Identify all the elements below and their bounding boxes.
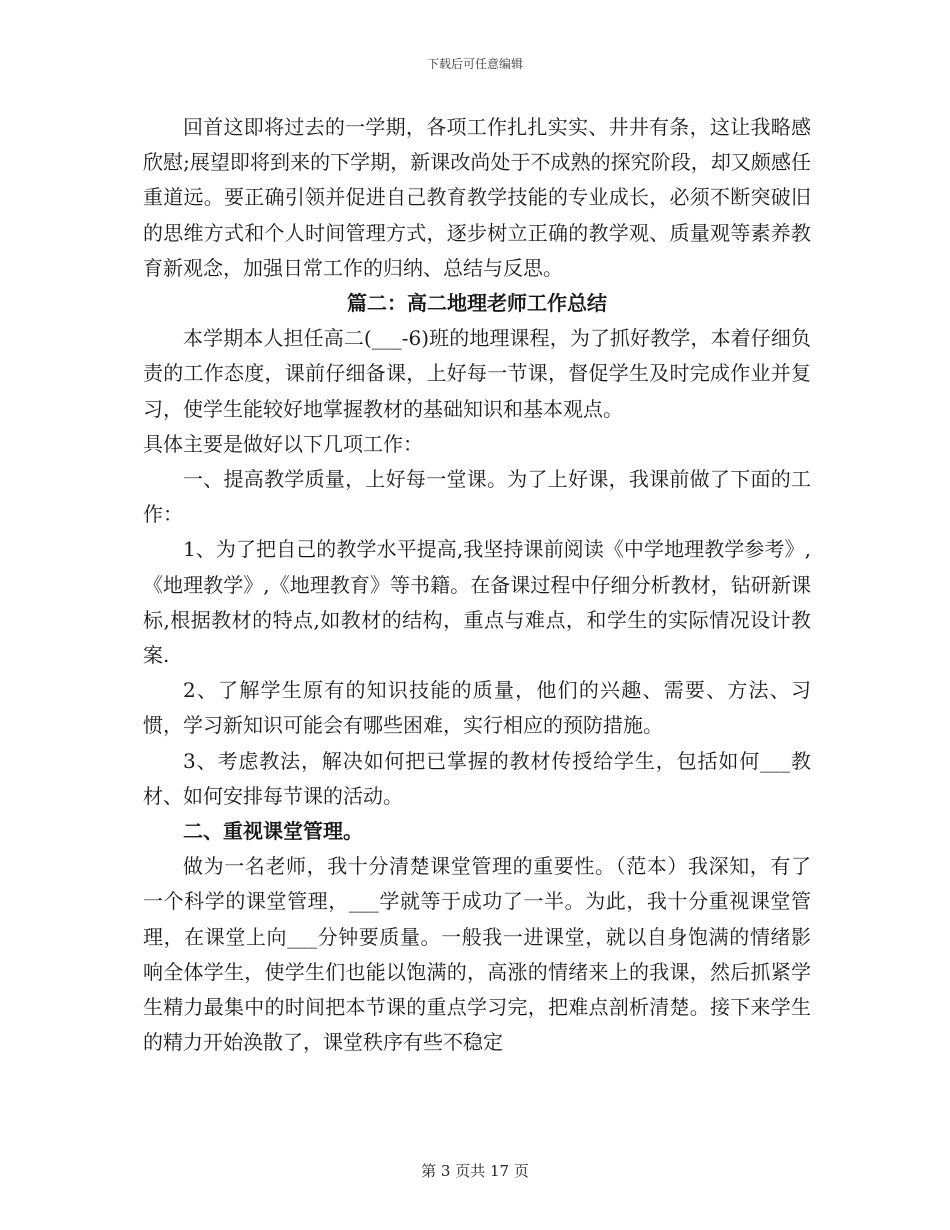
section-heading: 篇二：高二地理老师工作总结: [347, 291, 607, 316]
subheading-classroom-management: 二、重视课堂管理。: [183, 819, 363, 844]
paragraph-item-3: 3、考虑教法，解决如何把已掌握的教材传授给学生，包括如何___教材、如何安排每节课的活动。: [143, 748, 811, 808]
page-header: 下载后可任意编辑: [426, 57, 523, 71]
paragraph-intro: 本学期本人担任高二(___-6)班的地理课程，为了抓好教学，本着仔细负责的工作态度，课前仔细备课，上好每一节课，督促学生及时完成作业并复习，使学生能较好地掌握教材的基础知识和基本观点。: [143, 326, 811, 421]
paragraph-reflection: 回首这即将过去的一学期，各项工作扎扎实实、井井有条，这让我略感欣慰;展望即将到来的下学期，新课改尚处于不成熟的探究阶段，却又颇感任重道远。要正确引领并促进自己教育教学技能的专业成长，必须不断突破旧的思维方式和个人时间管理方式，逐步树立正确的教学观、质量观等素养教育新观念，加强日常工作的归纳、总结与反思。: [143, 115, 811, 280]
paragraph-point-one: 一、提高教学质量，上好每一堂课。为了上好课，我课前做了下面的工作：: [143, 467, 811, 527]
document-body: [143, 110, 811, 1060]
paragraph-item-1: 1、为了把自己的教学水平提高,我坚持课前阅读《中学地理教学参考》,《地理教学》,《地理教育》等书籍。在备课过程中仔细分析教材，钻研新课标,根据教材的特点,如教材的结构，重点与难点，和学生的实际情况设计教案.: [143, 537, 811, 668]
page-number: 第 3 页共 17 页: [421, 1162, 529, 1180]
paragraph-item-2: 2、了解学生原有的知识技能的质量，他们的兴趣、需要、方法、习惯，学习新知识可能会有哪些困难，实行相应的预防措施。: [143, 678, 811, 738]
paragraph-classroom-management: 做为一名老师，我十分清楚课堂管理的重要性。（范本）我深知，有了一个科学的课堂管理，___学就等于成功了一半。为此，我十分重视课堂管理，在课堂上向___分钟要质量。一般我一进课堂，就以自身饱满的情绪影响全体学生，使学生们也能以饱满的，高涨的情绪来上的我课，然后抓紧学生精力最集中的时间把本节课的重点学习完，把难点剖析清楚。接下来学生的精力开始涣散了，课堂秩序有些不稳定: [143, 854, 811, 1055]
paragraph-work-items: 具体主要是做好以下几项工作：: [143, 431, 423, 456]
